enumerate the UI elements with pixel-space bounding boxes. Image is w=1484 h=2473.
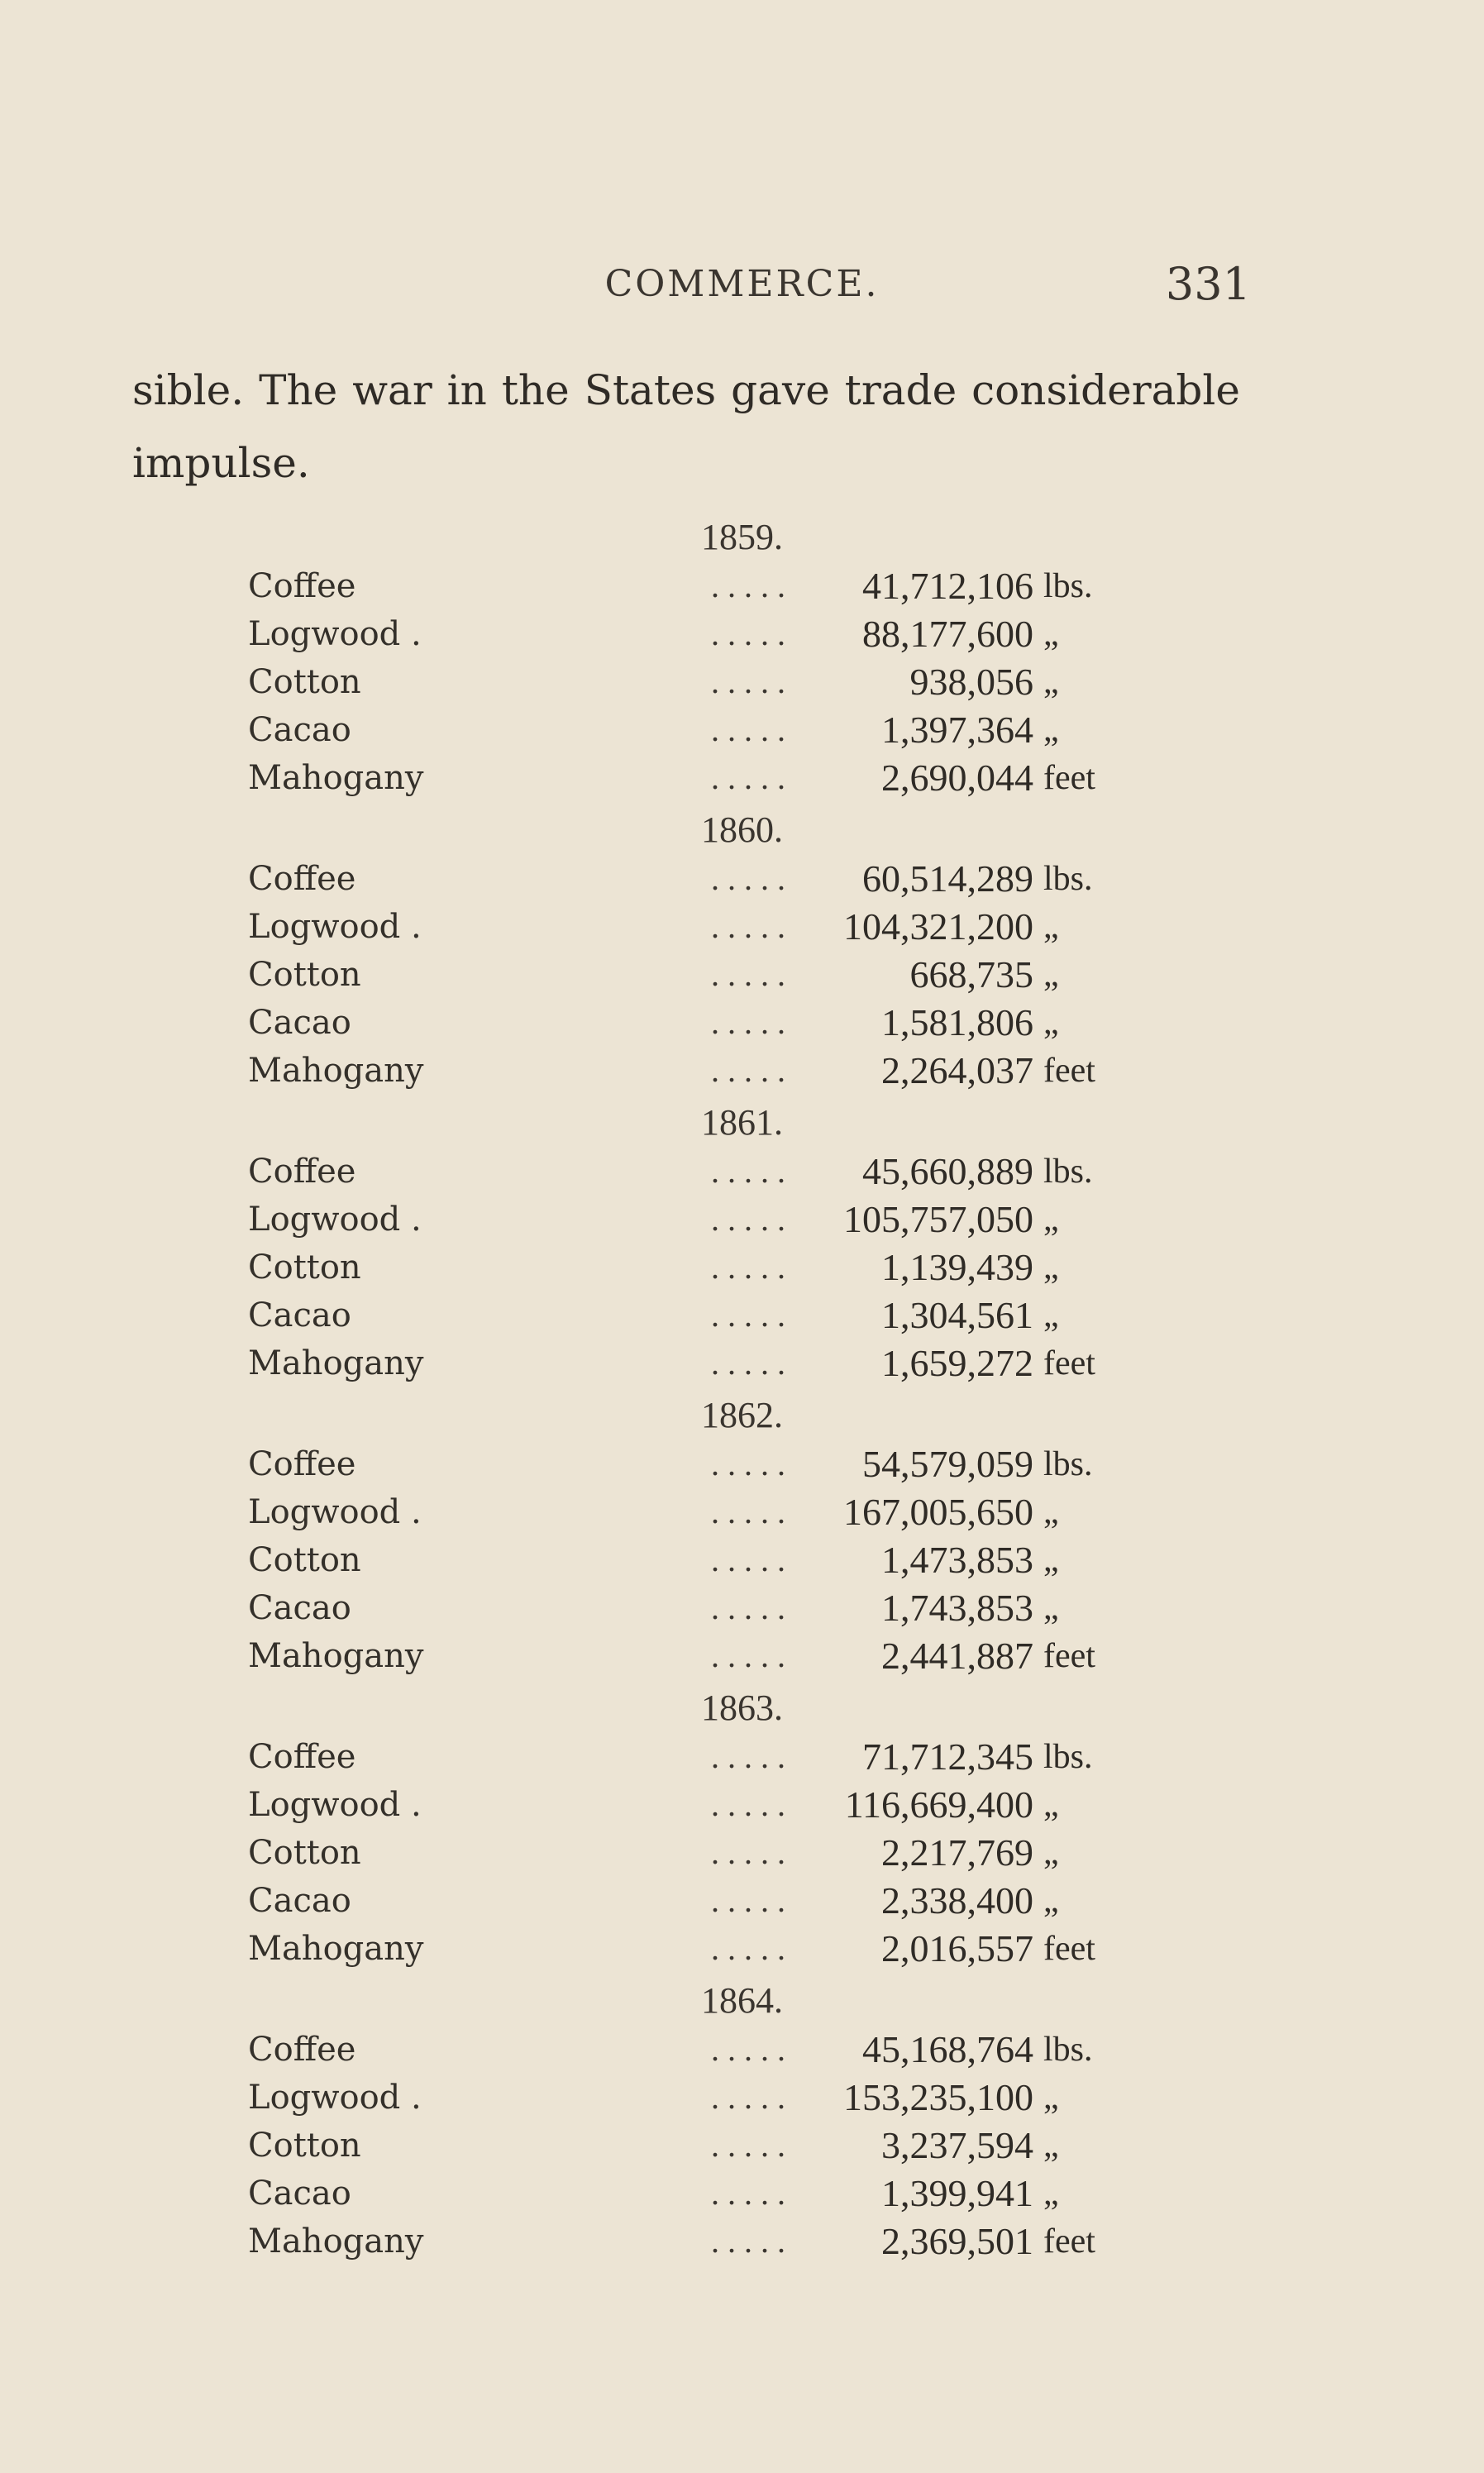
- year-block: [0, 514, 1484, 807]
- quantity-value: 1,581,806: [881, 1001, 1033, 1043]
- table-row: [0, 1781, 1484, 1829]
- table-row: [0, 1196, 1484, 1244]
- table-row: [0, 658, 1484, 706]
- commodity-name: Cacao: [248, 1589, 351, 1627]
- quantity-unit: „: [1043, 1882, 1059, 1920]
- table-row: [0, 562, 1484, 610]
- quantity-value: 1,743,853: [881, 1587, 1033, 1629]
- quantity-value: 105,757,050: [843, 1198, 1033, 1240]
- quantity-value: 2,264,037: [881, 1049, 1033, 1091]
- year-block: [0, 1978, 1484, 2270]
- leader-dots: . . . . .: [711, 1541, 785, 1578]
- quantity-unit: „: [1043, 1834, 1059, 1872]
- quantity-unit: „: [1043, 2127, 1059, 2165]
- intro-line-1: sible. The war in the States gave trade considerable: [132, 366, 1240, 414]
- leader-dots: . . . . .: [711, 1882, 785, 1919]
- quantity-unit: „: [1043, 1248, 1059, 1287]
- quantity-value: 71,712,345: [862, 1735, 1033, 1778]
- quantity-value: 167,005,650: [843, 1491, 1033, 1533]
- table-row: [0, 1584, 1484, 1632]
- leader-dots: . . . . .: [711, 1201, 785, 1238]
- year-heading: 1862.: [701, 1395, 783, 1435]
- quantity-unit: lbs.: [1043, 860, 1093, 898]
- commodity-name: Cacao: [248, 1004, 351, 1042]
- quantity-value: 1,399,941: [881, 2172, 1033, 2214]
- quantity-value: 2,338,400: [881, 1879, 1033, 1922]
- commodity-name: Mahogany: [248, 1637, 424, 1675]
- quantity-value: 1,397,364: [881, 709, 1033, 751]
- intro-paragraph: [132, 354, 1240, 499]
- quantity-unit: „: [1043, 908, 1059, 946]
- commodity-name: Cotton: [248, 2127, 361, 2165]
- quantity-unit: „: [1043, 1589, 1059, 1627]
- quantity-unit: lbs.: [1043, 1738, 1093, 1776]
- quantity-value: 2,016,557: [881, 1927, 1033, 1969]
- table-row: [0, 951, 1484, 999]
- commodity-name: Logwood .: [248, 1201, 422, 1239]
- year-heading: 1860.: [701, 809, 783, 850]
- leader-dots: . . . . .: [711, 1589, 785, 1626]
- quantity-value: 1,659,272: [881, 1342, 1033, 1384]
- quantity-unit: „: [1043, 1786, 1059, 1824]
- table-row: [0, 2218, 1484, 2265]
- commodity-name: Mahogany: [248, 1930, 424, 1968]
- quantity-value: 88,177,600: [862, 613, 1033, 655]
- commodity-name: Cacao: [248, 1882, 351, 1920]
- table-row: [0, 610, 1484, 658]
- leader-dots: . . . . .: [711, 1738, 785, 1775]
- commodity-name: Coffee: [248, 2031, 356, 2069]
- commodity-name: Mahogany: [248, 2222, 424, 2261]
- commodity-name: Mahogany: [248, 1344, 424, 1382]
- leader-dots: . . . . .: [711, 908, 785, 945]
- quantity-value: 54,579,059: [862, 1443, 1033, 1485]
- leader-dots: . . . . .: [711, 1153, 785, 1190]
- leader-dots: . . . . .: [711, 615, 785, 652]
- year-block: [0, 807, 1484, 1100]
- quantity-value: 153,235,100: [843, 2076, 1033, 2118]
- quantity-value: 45,168,764: [862, 2028, 1033, 2070]
- table-row: [0, 1632, 1484, 1680]
- quantity-unit: „: [1043, 711, 1059, 749]
- table-row: [0, 1733, 1484, 1781]
- quantity-unit: feet: [1043, 2222, 1095, 2261]
- table-row: [0, 1339, 1484, 1387]
- leader-dots: . . . . .: [711, 1834, 785, 1871]
- table-row: [0, 1925, 1484, 1973]
- table-row: [0, 2170, 1484, 2218]
- year-heading: 1863.: [701, 1688, 783, 1728]
- commodity-name: Mahogany: [248, 759, 424, 797]
- commodity-name: Cotton: [248, 1248, 361, 1287]
- table-row: [0, 2074, 1484, 2122]
- commodity-name: Mahogany: [248, 1052, 424, 1090]
- quantity-unit: „: [1043, 1004, 1059, 1042]
- leader-dots: . . . . .: [711, 2079, 785, 2116]
- commodity-name: Logwood .: [248, 908, 422, 946]
- commodity-name: Coffee: [248, 1153, 356, 1191]
- commodity-name: Logwood .: [248, 1786, 422, 1824]
- table-row: [0, 754, 1484, 802]
- table-row: [0, 1536, 1484, 1584]
- leader-dots: . . . . .: [711, 2175, 785, 2212]
- leader-dots: . . . . .: [711, 2222, 785, 2260]
- leader-dots: . . . . .: [711, 1296, 785, 1334]
- commodity-name: Cotton: [248, 1834, 361, 1872]
- quantity-value: 2,217,769: [881, 1831, 1033, 1874]
- quantity-unit: „: [1043, 1201, 1059, 1239]
- commodity-name: Logwood .: [248, 2079, 422, 2117]
- quantity-unit: „: [1043, 956, 1059, 994]
- trade-tables: [0, 514, 1484, 2270]
- quantity-unit: „: [1043, 2079, 1059, 2117]
- commodity-name: Coffee: [248, 860, 356, 898]
- leader-dots: . . . . .: [711, 1930, 785, 1967]
- quantity-value: 45,660,889: [862, 1150, 1033, 1192]
- running-title: COMMERCE.: [604, 263, 880, 305]
- leader-dots: . . . . .: [711, 1445, 785, 1482]
- commodity-name: Cacao: [248, 711, 351, 749]
- year-block: [0, 1392, 1484, 1685]
- commodity-name: Cotton: [248, 956, 361, 994]
- quantity-unit: feet: [1043, 1930, 1095, 1968]
- year-block: [0, 1685, 1484, 1978]
- table-row: [0, 855, 1484, 903]
- table-row: [0, 903, 1484, 951]
- year-block: [0, 1100, 1484, 1392]
- intro-line-2: impulse.: [132, 439, 310, 487]
- commodity-name: Cacao: [248, 2175, 351, 2213]
- leader-dots: . . . . .: [711, 711, 785, 748]
- commodity-name: Cacao: [248, 1296, 351, 1334]
- quantity-value: 2,441,887: [881, 1635, 1033, 1677]
- quantity-value: 1,304,561: [881, 1294, 1033, 1336]
- commodity-name: Logwood .: [248, 1493, 422, 1531]
- quantity-unit: „: [1043, 663, 1059, 701]
- quantity-value: 1,139,439: [881, 1246, 1033, 1288]
- page-number: 331: [1165, 258, 1251, 310]
- table-row: [0, 1047, 1484, 1095]
- quantity-unit: feet: [1043, 1052, 1095, 1090]
- quantity-value: 668,735: [909, 953, 1033, 995]
- year-heading: 1859.: [701, 517, 783, 557]
- quantity-value: 2,369,501: [881, 2220, 1033, 2262]
- leader-dots: . . . . .: [711, 567, 785, 604]
- commodity-name: Logwood .: [248, 615, 422, 653]
- year-heading: 1861.: [701, 1102, 783, 1143]
- table-row: [0, 1291, 1484, 1339]
- quantity-value: 1,473,853: [881, 1539, 1033, 1581]
- table-row: [0, 1440, 1484, 1488]
- quantity-value: 104,321,200: [843, 905, 1033, 948]
- table-row: [0, 999, 1484, 1047]
- quantity-unit: feet: [1043, 759, 1095, 797]
- quantity-value: 60,514,289: [862, 857, 1033, 900]
- leader-dots: . . . . .: [711, 2127, 785, 2164]
- quantity-value: 41,712,106: [862, 565, 1033, 607]
- table-row: [0, 2122, 1484, 2170]
- quantity-unit: feet: [1043, 1637, 1095, 1675]
- quantity-unit: „: [1043, 2175, 1059, 2213]
- leader-dots: . . . . .: [711, 1637, 785, 1674]
- leader-dots: . . . . .: [711, 1004, 785, 1041]
- leader-dots: . . . . .: [711, 956, 785, 993]
- running-head: [0, 258, 1484, 321]
- quantity-unit: lbs.: [1043, 1153, 1093, 1191]
- table-row: [0, 1829, 1484, 1877]
- quantity-unit: lbs.: [1043, 1445, 1093, 1483]
- quantity-value: 3,237,594: [881, 2124, 1033, 2166]
- leader-dots: . . . . .: [711, 1786, 785, 1823]
- leader-dots: . . . . .: [711, 860, 785, 897]
- leader-dots: . . . . .: [711, 663, 785, 700]
- quantity-unit: feet: [1043, 1344, 1095, 1382]
- table-row: [0, 1877, 1484, 1925]
- leader-dots: . . . . .: [711, 1493, 785, 1530]
- table-row: [0, 1148, 1484, 1196]
- quantity-unit: lbs.: [1043, 2031, 1093, 2069]
- commodity-name: Coffee: [248, 1445, 356, 1483]
- commodity-name: Coffee: [248, 567, 356, 605]
- leader-dots: . . . . .: [711, 1344, 785, 1382]
- quantity-unit: „: [1043, 1296, 1059, 1334]
- year-heading: 1864.: [701, 1980, 783, 2021]
- quantity-unit: „: [1043, 1493, 1059, 1531]
- table-row: [0, 2026, 1484, 2074]
- quantity-unit: lbs.: [1043, 567, 1093, 605]
- leader-dots: . . . . .: [711, 1248, 785, 1286]
- commodity-name: Cotton: [248, 663, 361, 701]
- table-row: [0, 706, 1484, 754]
- quantity-value: 2,690,044: [881, 757, 1033, 799]
- leader-dots: . . . . .: [711, 1052, 785, 1089]
- commodity-name: Cotton: [248, 1541, 361, 1579]
- leader-dots: . . . . .: [711, 759, 785, 796]
- quantity-value: 116,669,400: [844, 1783, 1033, 1826]
- commodity-name: Coffee: [248, 1738, 356, 1776]
- quantity-unit: „: [1043, 615, 1059, 653]
- table-row: [0, 1244, 1484, 1291]
- leader-dots: . . . . .: [711, 2031, 785, 2068]
- quantity-value: 938,056: [909, 661, 1033, 703]
- table-row: [0, 1488, 1484, 1536]
- quantity-unit: „: [1043, 1541, 1059, 1579]
